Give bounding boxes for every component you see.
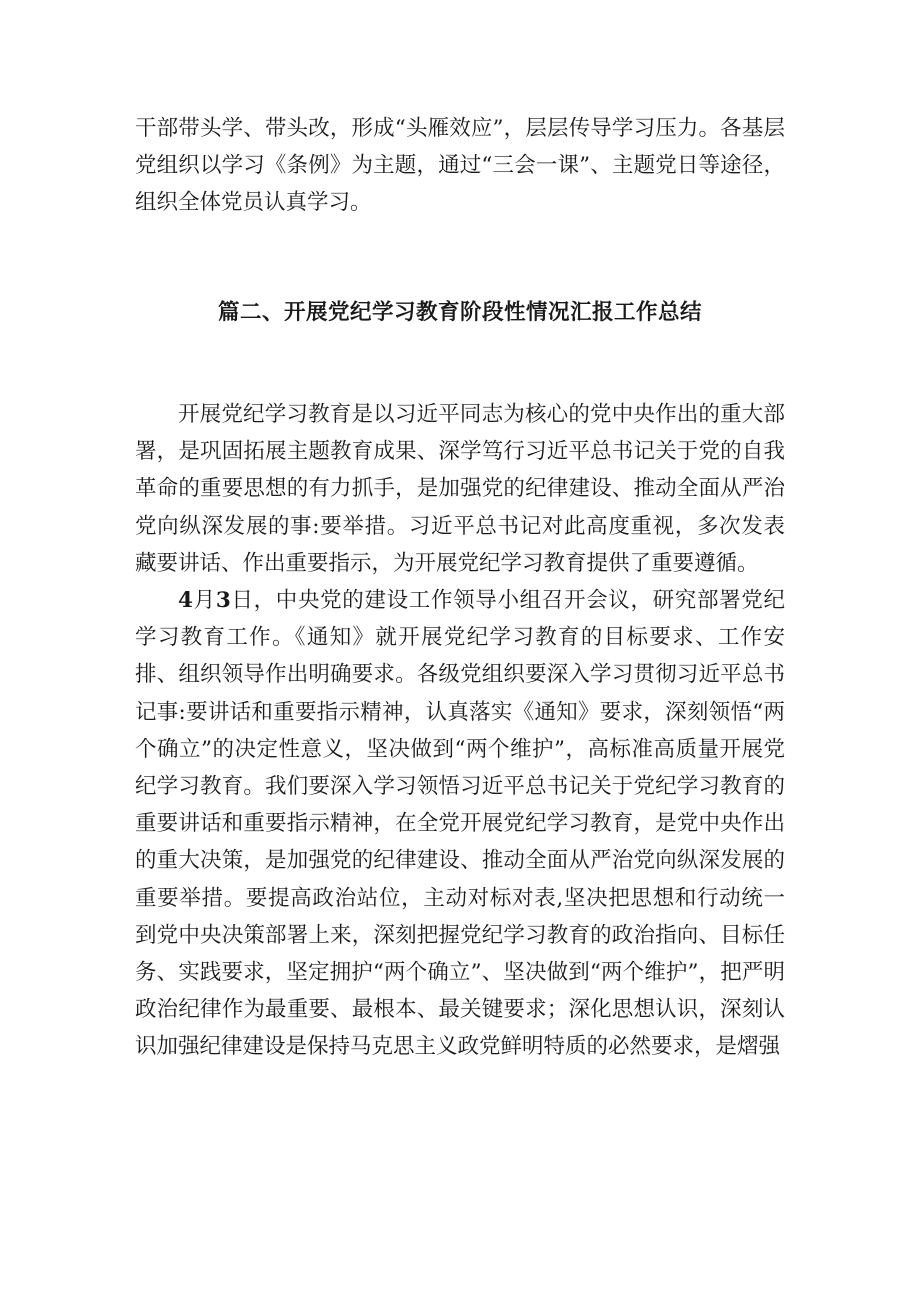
section-heading: 篇二、开展党纪学习教育阶段性情况汇报工作总结 (217, 300, 702, 325)
date-day-char: 日 (230, 588, 254, 614)
body-paragraph-2-text: ，中央党的建设工作领导小组召开会议，研究部署党纪学习教育工作。《通知》就开展党纪学习教育的目标要求、工作安排、组织领导作出明确要求。各级党组织要深入学习贯彻习近平总书记事:要讲话和重要指示精神，认真落实《通知》要求，深刻领悟“两个确立”的决定性意义，坚决做到“两个维护”，高标准高质量开展党纪学习教育。我们要深入学习领悟习近平总书记关于党纪学习教育的重要讲话和重要指示精神，在全党开展党纪学习教育，是党中央作出的重大决策，是加强党的纪律建设、推动全面从严治党向纵深发展的重要举措。要提高政治站位，主动对标对表,坚决把思想和行动统一到党中央决策部署上来，深刻把握党纪学习教育的政治指向、目标任务、实践要求，坚定拥护“两个确立”、坚决做到“两个维护”，把严明政治纪律作为最重要、最根本、最关键要求；深化思想认识，深刻认识加强纪律建设是保持马克思主义政党鲜明特质的必然要求，是熠强 (135, 588, 785, 1060)
date-day: 3 (215, 588, 231, 614)
body-paragraph-2 (135, 582, 785, 1066)
date-month-char: 月 (192, 588, 216, 614)
top-paragraph-block (135, 110, 785, 222)
body-block (135, 396, 785, 1066)
body-paragraph-1: 开展党纪学习教育是以习近平同志为核心的党中央作出的重大部署，是巩固拓展主题教育成果、深学笃行习近平总书记关于党的自我革命的重要思想的有力抓手，是加强党的纪律建设、推动全面从严治党向纵深发展的事:要举措。习近平总书记对此高度重视，多次发表藏要讲话、作出重要指示，为开展党纪学习教育提供了重要遵循。 (135, 402, 785, 576)
date-month: 4 (178, 588, 193, 614)
top-paragraph: 干部带头学、带头改，形成“头雁效应”，层层传导学习压力。各基层党组织以学习《条例》为主题，通过“三会一课”、主题党日等途径，组织全体党员认真学习。 (135, 116, 785, 216)
